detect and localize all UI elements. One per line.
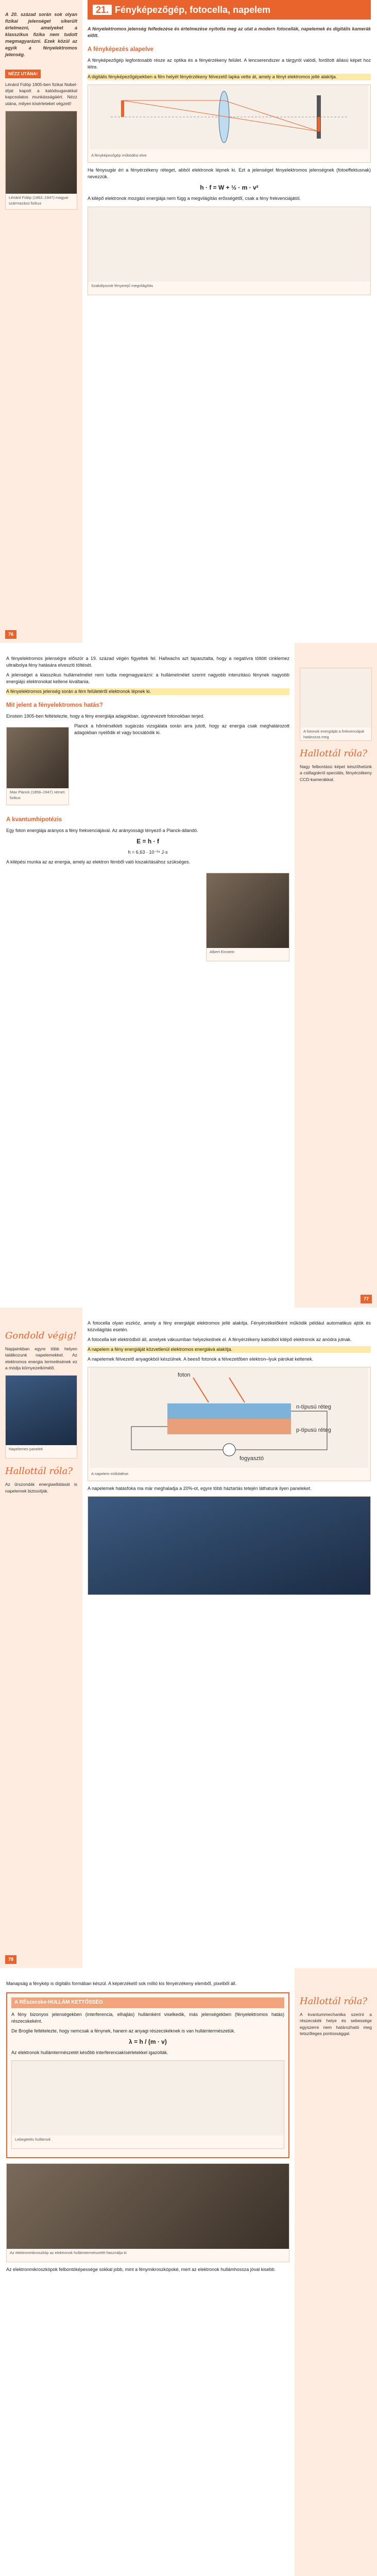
solar-cell-svg: [88, 1367, 370, 1468]
page-77: [0, 643, 377, 1308]
side-intro: A 20. század során sok olyan fizikai jelenséget sikerült értelmezni, amelyeket a klasszikus fizika nem tudott megmagyarázni. Ezek közül az egyik a fényelektromos jelenség.: [5, 12, 77, 58]
camera-diagram-svg: [88, 85, 370, 149]
figure-caption: A fényképezőgép működési elve: [91, 153, 147, 158]
paragraph: Az elektronmikroszkópok felbontóképessége sokkal jobb, mint a fénymikroszkópoké, mert az elektronok hullámhossza jóval kisebb.: [6, 2267, 276, 2273]
einstein-portrait: [207, 873, 289, 948]
paragraph: A fotocella két elektródból áll, amelyek vákuumban helyezkednek el. A fényérzékeny katódból kilépő elektronok az anódra jutnak.: [88, 1337, 352, 1343]
planck-figure: [6, 727, 69, 805]
box-paragraph: A fény bizonyos jelenségekben (interferencia, elhajlás) hullámként viselkedik, más jelenségekben (fényelektromos hatás) részecskeként.: [11, 2011, 284, 2024]
main-column: [88, 1320, 371, 1968]
paragraph: Egy foton energiája arányos a fény frekvenciájával. Az arányossági tényező a Planck-állandó.: [6, 827, 198, 833]
paragraph: Ha fénysugár éri a fényérzékeny réteget, abból elektronok lépnek ki. Ezt a jelenséget fényelektromos jelenségnek (fotoeffektusnak) nevezzük.: [88, 167, 371, 180]
planck-portrait: [7, 727, 68, 788]
side-heading: Hallottál róla?: [5, 1466, 73, 1477]
main-column: [6, 1980, 289, 2576]
figure-caption: Albert Einstein: [210, 950, 235, 955]
section-heading: A fényképezés alapelve: [88, 46, 154, 53]
lamp-figure-image: [88, 207, 370, 282]
side-figure-caption: Lénárd Fülöp (1862–1947) magyar származású fizikus: [9, 195, 68, 206]
solar-panel-image: [6, 1376, 77, 1445]
figure-caption: Szabályozott fényerejű megvilágítás: [91, 283, 153, 288]
paragraph: Manapság a fénykép is digitális formában készül. A képérzékelő sok millió kis fényérzékeny elemből, pixelből áll.: [6, 1981, 237, 1986]
paragraph: A napelemek hatásfoka ma már meghaladja a 20%-ot, egyre több háztartás tetején láthatunk ilyen paneleket.: [88, 1486, 312, 1492]
highlight-paragraph: A digitális fényképezőgépekben a film helyét fényérzékeny félvezető lapka vette át, amely a fényt elektromos jellé alakítja.: [88, 74, 371, 80]
photon-label: foton: [178, 1372, 191, 1379]
chapter-number: 21.: [93, 5, 112, 15]
p-layer-label: p-típusú réteg: [296, 1427, 331, 1434]
side-heading: Hallottál róla?: [300, 748, 368, 759]
paragraph: A kilépő elektronok mozgási energiája nem függ a megvilágítás erősségétől, csak a fény frekvenciájától.: [88, 196, 301, 201]
box-formula: λ = h / (m · v): [129, 2038, 167, 2045]
lamp-figure: [88, 207, 371, 295]
figure-caption: Napelemes panelek: [9, 1447, 43, 1452]
side-note: Lénárd Fülöp 1905-ben fizikai Nobel-díjat kapott a katódsugarakkal kapcsolatos munkásságáért. Nézz utána, milyen kísérleteket végzett!: [5, 81, 77, 106]
side-column: [0, 1308, 82, 1968]
figure-caption: Lebegtetés hullámok: [15, 2137, 51, 2142]
side-column: [295, 1968, 377, 2576]
paragraph: Einstein 1905-ben feltételezte, hogy a fény energiája adagokban, úgynevezett fotonokban terjed.: [6, 713, 204, 719]
microscope-photo: [6, 2163, 289, 2262]
constant: h = 6,63 · 10⁻³⁴ J·s: [128, 850, 168, 855]
paragraph: A fotocella olyan eszköz, amely a fény energiáját elektromos jellé alakítja. Fényérzékelőként működik például automatikus ajtók és közvilágítás esetén.: [88, 1320, 371, 1333]
wave-figure: [11, 2060, 284, 2149]
figure-caption: Max Planck (1858–1947) német fizikus: [10, 789, 65, 800]
side-column: [0, 0, 82, 643]
side-diagram: [300, 668, 372, 741]
highlight-paragraph: A napelem a fény energiáját közvetlenül elektromos energiává alakítja.: [88, 1346, 371, 1353]
intro-text: A fényelektromos jelenség felfedezése és értelmezése nyitotta meg az utat a modern fotocellák, napelemek és digitális kamerák előtt.: [88, 26, 371, 39]
microscope-image: [7, 2164, 289, 2249]
side-column: [295, 643, 377, 1308]
chapter-title-text: Fényképezőgép, fotocella, napelem: [115, 5, 271, 15]
highlight-paragraph: A fényelektromos jelenség során a fém felületéről elektronok lépnek ki.: [6, 688, 289, 695]
side-text: Nagy felbontású képet készíthetünk a csillagokról speciális, fényérzékeny CCD-kamerákkal.: [300, 764, 372, 782]
n-layer-label: n-típusú réteg: [296, 1404, 331, 1411]
page-number: 77: [361, 1295, 372, 1303]
paragraph: A kilépési munka az az energia, amely az elektron fémből való kiszakításához szükséges.: [6, 859, 191, 865]
camera-diagram: [88, 84, 371, 163]
tip-label: NÉZZ UTÁNA!: [5, 70, 41, 78]
figure-caption: A napelem működése: [91, 1471, 129, 1477]
wave-figure-image: [12, 2061, 284, 2136]
load-label: fogyasztó: [239, 1455, 264, 1462]
paragraph: A jelenséget a klasszikus hullámelmélet nem tudta megmagyarázni: a hullámelmélet szerint nagyobb intenzitású fénynek nagyobb energiájú elektronokat kellene kiváltania.: [6, 672, 289, 685]
page-number: 78: [5, 1955, 16, 1964]
paragraph: A fényképezőgép legfontosabb része az optika és a fényérzékeny felület. A lencserendszer a tárgyról valódi, fordított állású képet hoz létre.: [88, 57, 371, 70]
side-figure: [5, 111, 77, 210]
side-heading: Gondold végig!: [5, 1330, 77, 1341]
page-79: [0, 1968, 377, 2576]
planck-block: [6, 723, 289, 809]
paragraph: Planck a hőmérsékleti sugárzás vizsgálata során arra jutott, hogy az energia csak meghatározott adagokban nyelődik el vagy bocsátódik ki.: [74, 723, 289, 735]
box-paragraph: Az elektronok hullámtermészetét később interferenciakísérletekkel igazolták.: [11, 2050, 168, 2056]
main-column: [6, 655, 289, 1308]
figure-caption: Az elektronmikroszkóp az elektronok hullámtermészetét használja ki: [10, 2250, 127, 2256]
side-text: Az űrszondák energiaellátását is napelemek biztosítják.: [5, 1482, 77, 1494]
side-text: Napjainkban egyre több helyen találkozunk napelemekkel. Az elektromos energia termelésének ez a módja környezetkímélő.: [5, 1346, 77, 1371]
section-heading: A kvantumhipotézis: [6, 816, 62, 823]
solar-array-photo: [88, 1496, 371, 1595]
portrait-image: [6, 111, 77, 194]
side-text: A kvantummechanika szerint a részecskék helye és sebessége egyszerre nem határozható meg tetszőleges pontossággal.: [300, 2012, 372, 2037]
side-figure: [5, 1375, 77, 1459]
solar-cell-diagram: [88, 1367, 371, 1481]
paragraph: A napelemek félvezető anyagokból készülnek. A beeső fotonok a félvezetőben elektron–lyuk párokat keltenek.: [88, 1357, 314, 1362]
side-diagram-image: [300, 668, 371, 727]
chapter-title: [88, 0, 371, 20]
page-76: [0, 0, 377, 643]
formula: h · f = W + ½ · m · v²: [200, 184, 259, 192]
box-title: A RÉszecske-HULLÁM KETTŐSSÉG: [11, 1997, 284, 2008]
figure-caption: A fotonok energiáját a frekvenciájuk határozza meg: [303, 729, 365, 739]
section-heading: Mit jelent a fényelektromos hatás?: [6, 702, 103, 709]
side-heading: Hallottál róla?: [300, 1996, 368, 2007]
info-box: [6, 1992, 289, 2158]
box-paragraph: De Broglie feltételezte, hogy nemcsak a fénynek, hanem az anyagi részecskéknek is van hullámtermészetük.: [11, 2028, 235, 2033]
einstein-figure: [206, 873, 289, 961]
page-78: [0, 1308, 377, 1968]
formula: E = h · f: [136, 837, 159, 845]
page-number: 76: [5, 630, 16, 639]
paragraph: A fényelektromos jelenségre először a 19. század végén figyeltek fel. Hallwachs azt tapasztalta, hogy a negatívra töltött cinklemez ultraibolya fény hatására elveszíti töltését.: [6, 656, 289, 668]
solar-array-image: [88, 1497, 370, 1595]
main-column: [88, 0, 371, 643]
